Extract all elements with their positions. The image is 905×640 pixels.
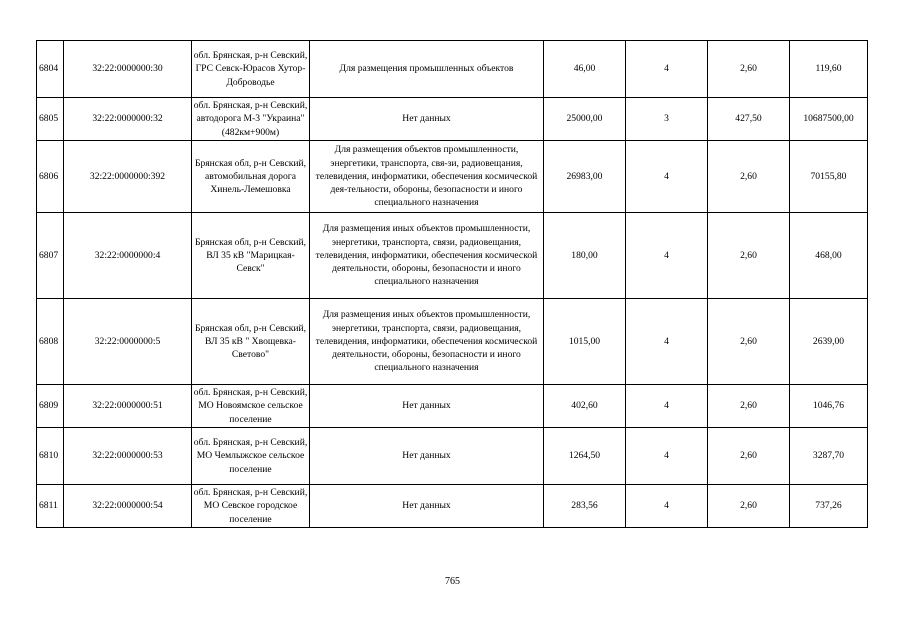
value-cell: 468,00 xyxy=(790,213,868,299)
purpose-cell: Для размещения иных объектов промышленности, энергетики, транспорта, связи, радиовещания, телевидения, информатики, обеспечения космической деятельности, обороны, безопасности и иного специального назначения xyxy=(310,299,544,385)
cadastral-number-cell: 32:22:0000000:53 xyxy=(64,428,192,485)
group-cell: 4 xyxy=(626,428,708,485)
group-cell: 4 xyxy=(626,141,708,213)
area-cell: 1264,50 xyxy=(544,428,626,485)
address-cell: обл. Брянская, р-н Севский, автодорога М-3 "Украина"(482км+900м) xyxy=(192,98,310,141)
area-cell: 25000,00 xyxy=(544,98,626,141)
row-number-cell: 6804 xyxy=(37,41,64,98)
rate-cell: 2,60 xyxy=(708,485,790,528)
purpose-cell: Для размещения объектов промышленности, энергетики, транспорта, свя-зи, радиовещания, телевидения, информатики, обеспечения космической дея-тельности, обороны, безопасности и иного специального назначения xyxy=(310,141,544,213)
address-cell: Брянская обл, р-н Севский, ВЛ 35 кВ "Марицкая-Севск" xyxy=(192,213,310,299)
table-row xyxy=(37,299,868,385)
value-cell: 70155,80 xyxy=(790,141,868,213)
purpose-cell: Нет данных xyxy=(310,428,544,485)
purpose-cell: Нет данных xyxy=(310,98,544,141)
row-number-cell: 6806 xyxy=(37,141,64,213)
table-row xyxy=(37,141,868,213)
rate-cell: 2,60 xyxy=(708,41,790,98)
group-cell: 4 xyxy=(626,299,708,385)
purpose-cell: Для размещения иных объектов промышленности, энергетики, транспорта, связи, радиовещания, телевидения, информатики, обеспечения космической деятельности, обороны, безопасности и иного специального назначения xyxy=(310,213,544,299)
rate-cell: 427,50 xyxy=(708,98,790,141)
rate-cell: 2,60 xyxy=(708,213,790,299)
table-row xyxy=(37,385,868,428)
rate-cell: 2,60 xyxy=(708,385,790,428)
group-cell: 3 xyxy=(626,98,708,141)
land-plot-table xyxy=(36,40,868,528)
group-cell: 4 xyxy=(626,41,708,98)
area-cell: 46,00 xyxy=(544,41,626,98)
page-number: 765 xyxy=(445,576,460,587)
purpose-cell: Нет данных xyxy=(310,485,544,528)
value-cell: 10687500,00 xyxy=(790,98,868,141)
area-cell: 402,60 xyxy=(544,385,626,428)
cadastral-number-cell: 32:22:0000000:4 xyxy=(64,213,192,299)
table-row xyxy=(37,485,868,528)
cadastral-number-cell: 32:22:0000000:30 xyxy=(64,41,192,98)
group-cell: 4 xyxy=(626,213,708,299)
value-cell: 2639,00 xyxy=(790,299,868,385)
row-number-cell: 6808 xyxy=(37,299,64,385)
area-cell: 1015,00 xyxy=(544,299,626,385)
row-number-cell: 6811 xyxy=(37,485,64,528)
address-cell: обл. Брянская, р-н Севский, МО Новоямское сельское поселение xyxy=(192,385,310,428)
rate-cell: 2,60 xyxy=(708,141,790,213)
address-cell: Брянская обл, р-н Севский, автомобильная дорога Хинель-Лемешовка xyxy=(192,141,310,213)
address-cell: обл. Брянская, р-н Севский, ГРС Севск-Юрасов Хутор-Доброводье xyxy=(192,41,310,98)
purpose-cell: Нет данных xyxy=(310,385,544,428)
cadastral-number-cell: 32:22:0000000:392 xyxy=(64,141,192,213)
value-cell: 3287,70 xyxy=(790,428,868,485)
rate-cell: 2,60 xyxy=(708,428,790,485)
table-row xyxy=(37,98,868,141)
group-cell: 4 xyxy=(626,385,708,428)
address-cell: обл. Брянская, р-н Севский, МО Чемлыжское сельское поселение xyxy=(192,428,310,485)
cadastral-number-cell: 32:22:0000000:51 xyxy=(64,385,192,428)
table-row xyxy=(37,41,868,98)
area-cell: 283,56 xyxy=(544,485,626,528)
address-cell: Брянская обл, р-н Севский, ВЛ 35 кВ " Хвощевка-Светово" xyxy=(192,299,310,385)
row-number-cell: 6807 xyxy=(37,213,64,299)
cadastral-number-cell: 32:22:0000000:5 xyxy=(64,299,192,385)
row-number-cell: 6809 xyxy=(37,385,64,428)
row-number-cell: 6805 xyxy=(37,98,64,141)
rate-cell: 2,60 xyxy=(708,299,790,385)
value-cell: 737,26 xyxy=(790,485,868,528)
value-cell: 1046,76 xyxy=(790,385,868,428)
cadastral-number-cell: 32:22:0000000:32 xyxy=(64,98,192,141)
table-row xyxy=(37,213,868,299)
purpose-cell: Для размещения промышленных объектов xyxy=(310,41,544,98)
area-cell: 180,00 xyxy=(544,213,626,299)
address-cell: обл. Брянская, р-н Севский, МО Севское городское поселение xyxy=(192,485,310,528)
group-cell: 4 xyxy=(626,485,708,528)
table-row xyxy=(37,428,868,485)
cadastral-number-cell: 32:22:0000000:54 xyxy=(64,485,192,528)
row-number-cell: 6810 xyxy=(37,428,64,485)
area-cell: 26983,00 xyxy=(544,141,626,213)
value-cell: 119,60 xyxy=(790,41,868,98)
